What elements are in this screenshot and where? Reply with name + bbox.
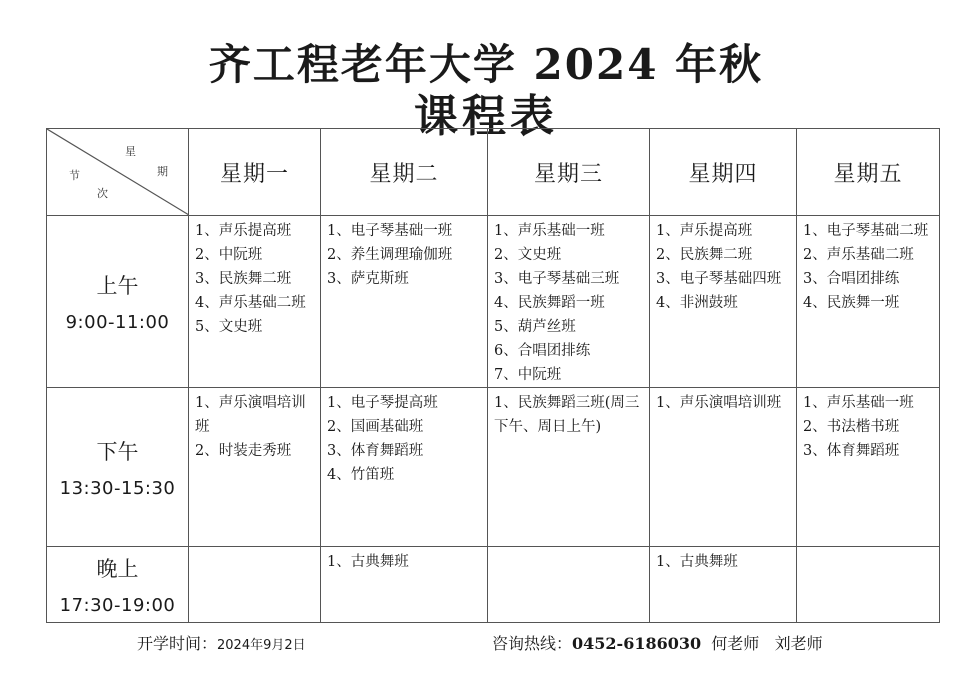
course-item: 2、中阮班	[195, 247, 263, 263]
corner-label-ci: 次	[97, 187, 108, 200]
course-item: 2、国画基础班	[327, 419, 424, 435]
corner-label-jie: 节	[69, 169, 80, 182]
course-cell	[650, 216, 797, 388]
course-item: 2、声乐基础二班	[803, 247, 914, 263]
day-header-wednesday: 星期三	[488, 129, 650, 216]
row-evening	[47, 547, 940, 623]
schedule-subtitle: 课程表	[414, 91, 558, 142]
row-afternoon	[47, 388, 940, 547]
course-cell	[650, 547, 797, 623]
course-item: 5、葫芦丝班	[494, 319, 576, 335]
period-time: 13:30-15:30	[59, 477, 176, 499]
header-row	[47, 129, 940, 216]
day-header-thursday: 星期四	[650, 129, 797, 216]
day-header-tuesday: 星期二	[321, 129, 488, 216]
course-cell	[321, 216, 488, 388]
period-time: 17:30-19:00	[59, 595, 176, 616]
course-item: 4、非洲鼓班	[656, 295, 738, 311]
slot-evening	[47, 547, 189, 623]
course-cell	[650, 388, 797, 547]
course-item: 1、声乐演唱培训班	[656, 395, 782, 411]
course-cell	[488, 388, 650, 547]
schedule-table	[46, 128, 940, 623]
course-item: 5、文史班	[195, 319, 263, 335]
course-item: 3、电子琴基础四班	[656, 271, 782, 287]
course-item: 1、民族舞蹈三班(周三下午、周日上午)	[494, 395, 640, 435]
hotline-footer	[492, 631, 823, 654]
course-item: 6、合唱团排练	[494, 343, 591, 359]
course-item: 2、养生调理瑜伽班	[327, 247, 453, 263]
course-item: 1、古典舞班	[656, 554, 738, 570]
contact-teacher-1: 何老师	[711, 634, 760, 653]
course-item: 4、民族舞蹈一班	[494, 295, 605, 311]
course-item: 2、文史班	[494, 247, 562, 263]
course-item: 1、电子琴提高班	[327, 395, 438, 411]
course-cell	[321, 547, 488, 623]
period-time: 9:00-11:00	[65, 312, 170, 333]
course-item: 4、声乐基础二班	[195, 295, 306, 311]
course-item: 1、声乐演唱培训班	[195, 395, 306, 435]
schedule-title: 齐工程老年大学 2024 年秋	[208, 40, 764, 89]
period-label: 晚上	[96, 557, 139, 581]
course-item: 3、体育舞蹈班	[803, 443, 900, 459]
course-cell	[189, 547, 321, 623]
corner-label-qi: 期	[157, 165, 168, 178]
course-item: 1、电子琴基础一班	[327, 223, 453, 239]
course-item: 1、古典舞班	[327, 554, 409, 570]
course-item: 3、体育舞蹈班	[327, 443, 424, 459]
course-cell	[488, 547, 650, 623]
course-item: 3、合唱团排练	[803, 271, 900, 287]
course-item: 3、萨克斯班	[327, 271, 409, 287]
row-morning	[47, 216, 940, 388]
course-item: 2、民族舞二班	[656, 247, 753, 263]
course-item: 1、声乐基础一班	[803, 395, 914, 411]
course-item: 1、声乐提高班	[195, 223, 292, 239]
slot-morning	[47, 216, 189, 388]
period-label: 上午	[96, 274, 139, 298]
course-item: 1、声乐提高班	[656, 223, 753, 239]
course-item: 4、民族舞一班	[803, 295, 900, 311]
course-item: 4、竹笛班	[327, 467, 395, 483]
contact-teacher-2: 刘老师	[774, 634, 823, 653]
course-cell	[797, 388, 940, 547]
start-date-label: 开学时间：	[137, 634, 218, 653]
period-label: 下午	[96, 439, 139, 464]
course-item: 1、声乐基础一班	[494, 223, 605, 239]
corner-label-xing: 星	[125, 145, 136, 158]
course-item: 2、书法楷书班	[803, 419, 900, 435]
start-date-value: 2024年9月2日	[217, 638, 306, 653]
course-cell	[797, 216, 940, 388]
course-item: 3、电子琴基础三班	[494, 271, 620, 287]
course-item: 1、电子琴基础二班	[803, 223, 929, 239]
course-item: 3、民族舞二班	[195, 271, 292, 287]
course-item: 2、时装走秀班	[195, 443, 292, 459]
start-date-footer	[137, 631, 306, 654]
course-cell	[189, 216, 321, 388]
slot-afternoon	[47, 388, 189, 547]
course-cell	[189, 388, 321, 547]
hotline-number: 0452-6186030	[572, 634, 702, 653]
corner-cell	[47, 129, 189, 216]
course-cell	[321, 388, 488, 547]
day-header-friday: 星期五	[797, 129, 940, 216]
day-header-monday: 星期一	[189, 129, 321, 216]
hotline-label: 咨询热线：	[492, 634, 573, 653]
course-cell	[488, 216, 650, 388]
course-cell	[797, 547, 940, 623]
course-item: 7、中阮班	[494, 367, 562, 383]
